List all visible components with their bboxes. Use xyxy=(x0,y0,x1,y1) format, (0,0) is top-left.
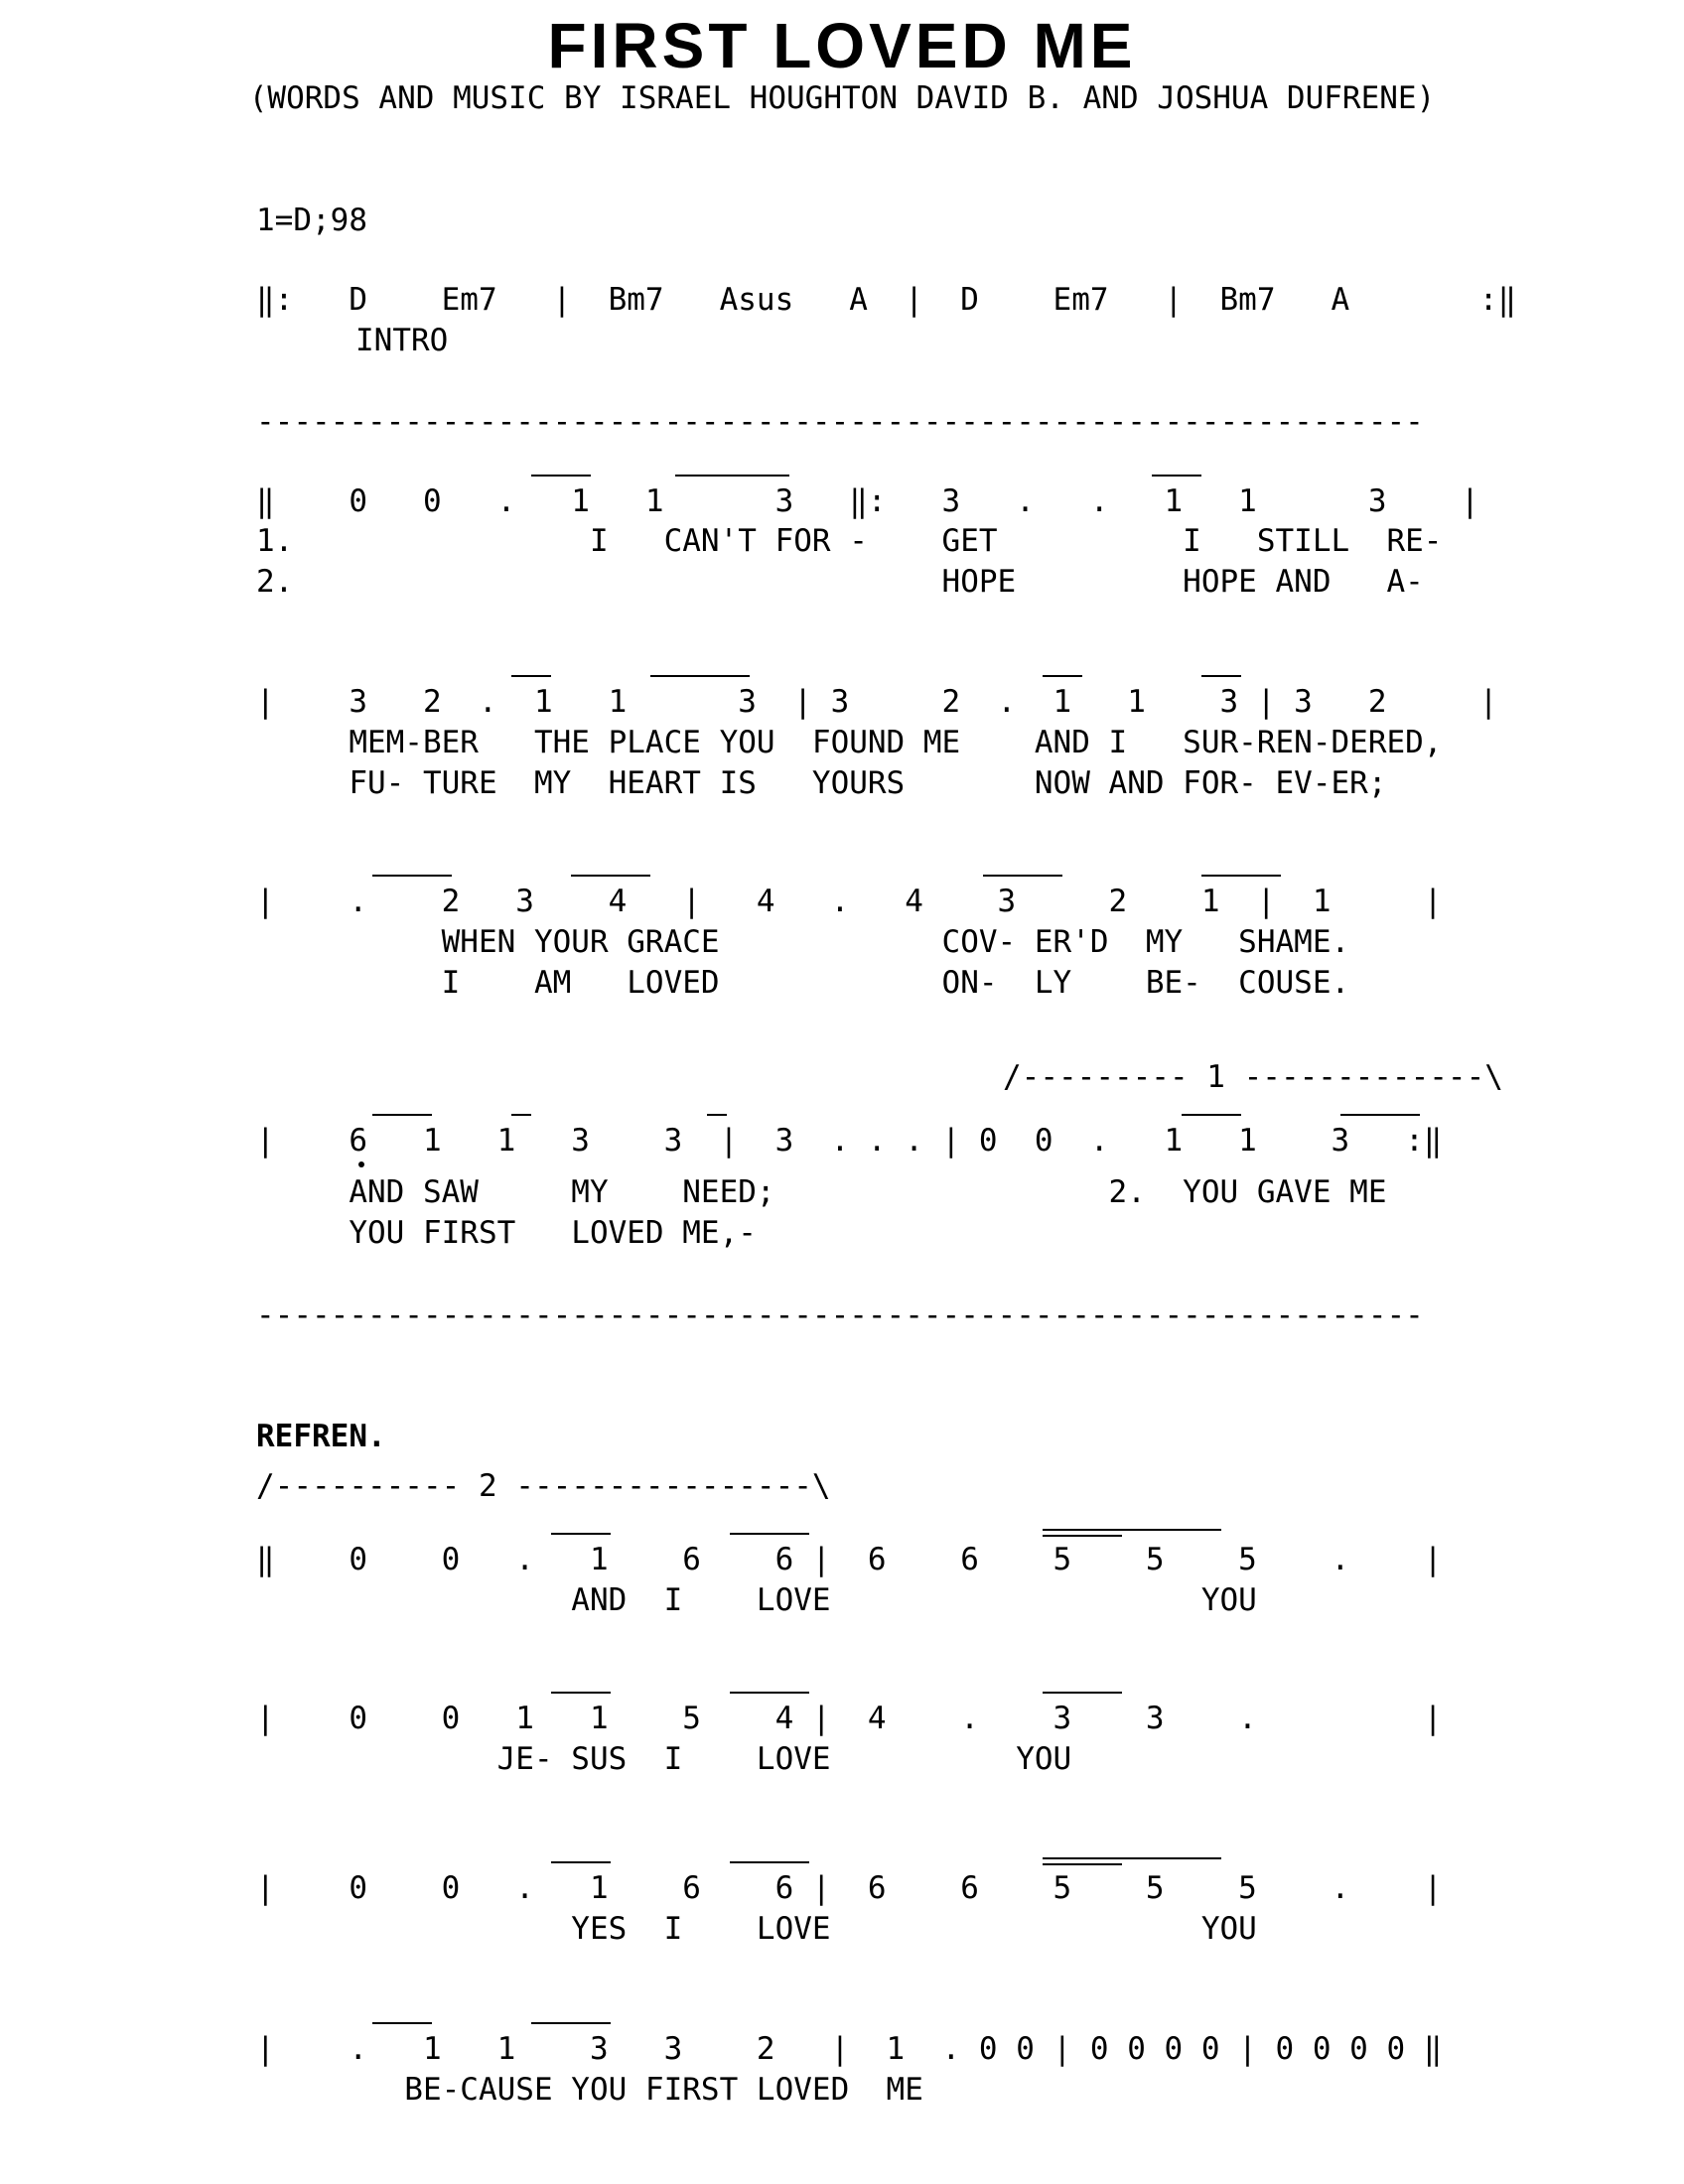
refrain-row4-notes: | . 1 1 3 3 2 | 1 . 0 0 | 0 0 0 0 | 0 0 0 0 ‖ xyxy=(256,2031,1443,2067)
verse-row2-lyrics1: MEM-BER THE PLACE YOU FOUND ME AND I SUR-REN-DERED, xyxy=(256,725,1443,760)
beam xyxy=(730,1692,809,1694)
song-credits: (WORDS AND MUSIC BY ISRAEL HOUGHTON DAVID B. AND JOSHUA DUFRENE) xyxy=(248,80,1436,116)
refrain-row2-notes: | 0 0 1 1 5 4 | 4 . 3 3 . | xyxy=(256,1701,1443,1736)
beam xyxy=(1201,675,1241,677)
verse-row4-notes: | 6 1 1 3 3 | 3 . . . | 0 0 . 1 1 3 :‖ xyxy=(256,1123,1443,1159)
verse-row1-lyrics1: 1. I CAN'T FOR - GET I STILL RE- xyxy=(256,523,1443,559)
beam xyxy=(551,1533,611,1535)
verse-row3-notes: | . 2 3 4 | 4 . 4 3 2 1 | 1 | xyxy=(256,884,1443,919)
beam xyxy=(372,1114,432,1116)
lower-octave-dot xyxy=(358,1161,364,1167)
beam xyxy=(551,1861,611,1863)
beam xyxy=(1122,1857,1221,1859)
song-title: FIRST LOVED ME xyxy=(547,10,1137,81)
verse-row3-lyrics1: WHEN YOUR GRACE COV- ER'D MY SHAME. xyxy=(256,924,1350,960)
intro-chords: ‖: D Em7 | Bm7 Asus A | D Em7 | Bm7 A :‖ xyxy=(256,282,1517,318)
verse-row1-lyrics2: 2. HOPE HOPE AND A- xyxy=(256,564,1424,600)
intro-label: INTRO xyxy=(355,323,449,358)
verse-row2-notes: | 3 2 . 1 1 3 | 3 2 . 1 1 3 | 3 2 | xyxy=(256,684,1498,720)
beam xyxy=(511,1114,531,1116)
section-separator: --------------------------------------------------------------- xyxy=(256,1300,1424,1331)
beam xyxy=(1043,675,1082,677)
beam xyxy=(730,1861,809,1863)
beam xyxy=(551,1692,611,1694)
section-separator: --------------------------------------------------------------- xyxy=(256,407,1424,438)
beam xyxy=(1043,1692,1122,1694)
refrain-row4-lyrics: BE-CAUSE YOU FIRST LOVED ME xyxy=(256,2072,923,2108)
beam xyxy=(1122,1529,1221,1531)
refrain-row1-notes: ‖ 0 0 . 1 6 6 | 6 6 5 5 5 . | xyxy=(256,1542,1443,1577)
refrain-row2-lyrics: JE- SUS I LOVE YOU xyxy=(256,1741,1072,1777)
refrain-row1-lyrics: AND I LOVE YOU xyxy=(256,1582,1257,1618)
verse-row3-lyrics2: I AM LOVED ON- LY BE- COUSE. xyxy=(256,965,1350,1001)
beam xyxy=(650,675,750,677)
verse-row4-lyrics2: YOU FIRST LOVED ME,- xyxy=(256,1215,757,1251)
refrain-row3-lyrics: YES I LOVE YOU xyxy=(256,1911,1257,1947)
verse-row1-notes: ‖ 0 0 . 1 1 3 ‖: 3 . . 1 1 3 | xyxy=(256,483,1479,519)
beam xyxy=(531,2022,611,2024)
beam xyxy=(983,875,1062,877)
beam xyxy=(707,1114,727,1116)
verse-row2-lyrics2: FU- TURE MY HEART IS YOURS NOW AND FOR- EV-ER; xyxy=(256,765,1387,801)
volta-2: /---------- 2 ----------------\ xyxy=(256,1468,831,1504)
beam xyxy=(730,1533,809,1535)
beam xyxy=(1152,475,1201,477)
beam xyxy=(1340,1114,1420,1116)
double-beam xyxy=(1043,1857,1122,1865)
beam xyxy=(1182,1114,1241,1116)
beam xyxy=(372,875,452,877)
beam xyxy=(511,675,551,677)
beam xyxy=(675,475,789,477)
double-beam xyxy=(1043,1529,1122,1537)
refrain-row3-notes: | 0 0 . 1 6 6 | 6 6 5 5 5 . | xyxy=(256,1870,1443,1906)
verse-row4-lyrics1: AND SAW MY NEED; 2. YOU GAVE ME xyxy=(256,1174,1387,1210)
volta-1: /--------- 1 -------------\ xyxy=(1003,1059,1503,1095)
beam xyxy=(372,2022,432,2024)
beam xyxy=(531,475,591,477)
beam xyxy=(1201,875,1281,877)
refrain-label: REFREN. xyxy=(256,1419,386,1454)
key-tempo: 1=D;98 xyxy=(256,203,367,238)
beam xyxy=(571,875,650,877)
